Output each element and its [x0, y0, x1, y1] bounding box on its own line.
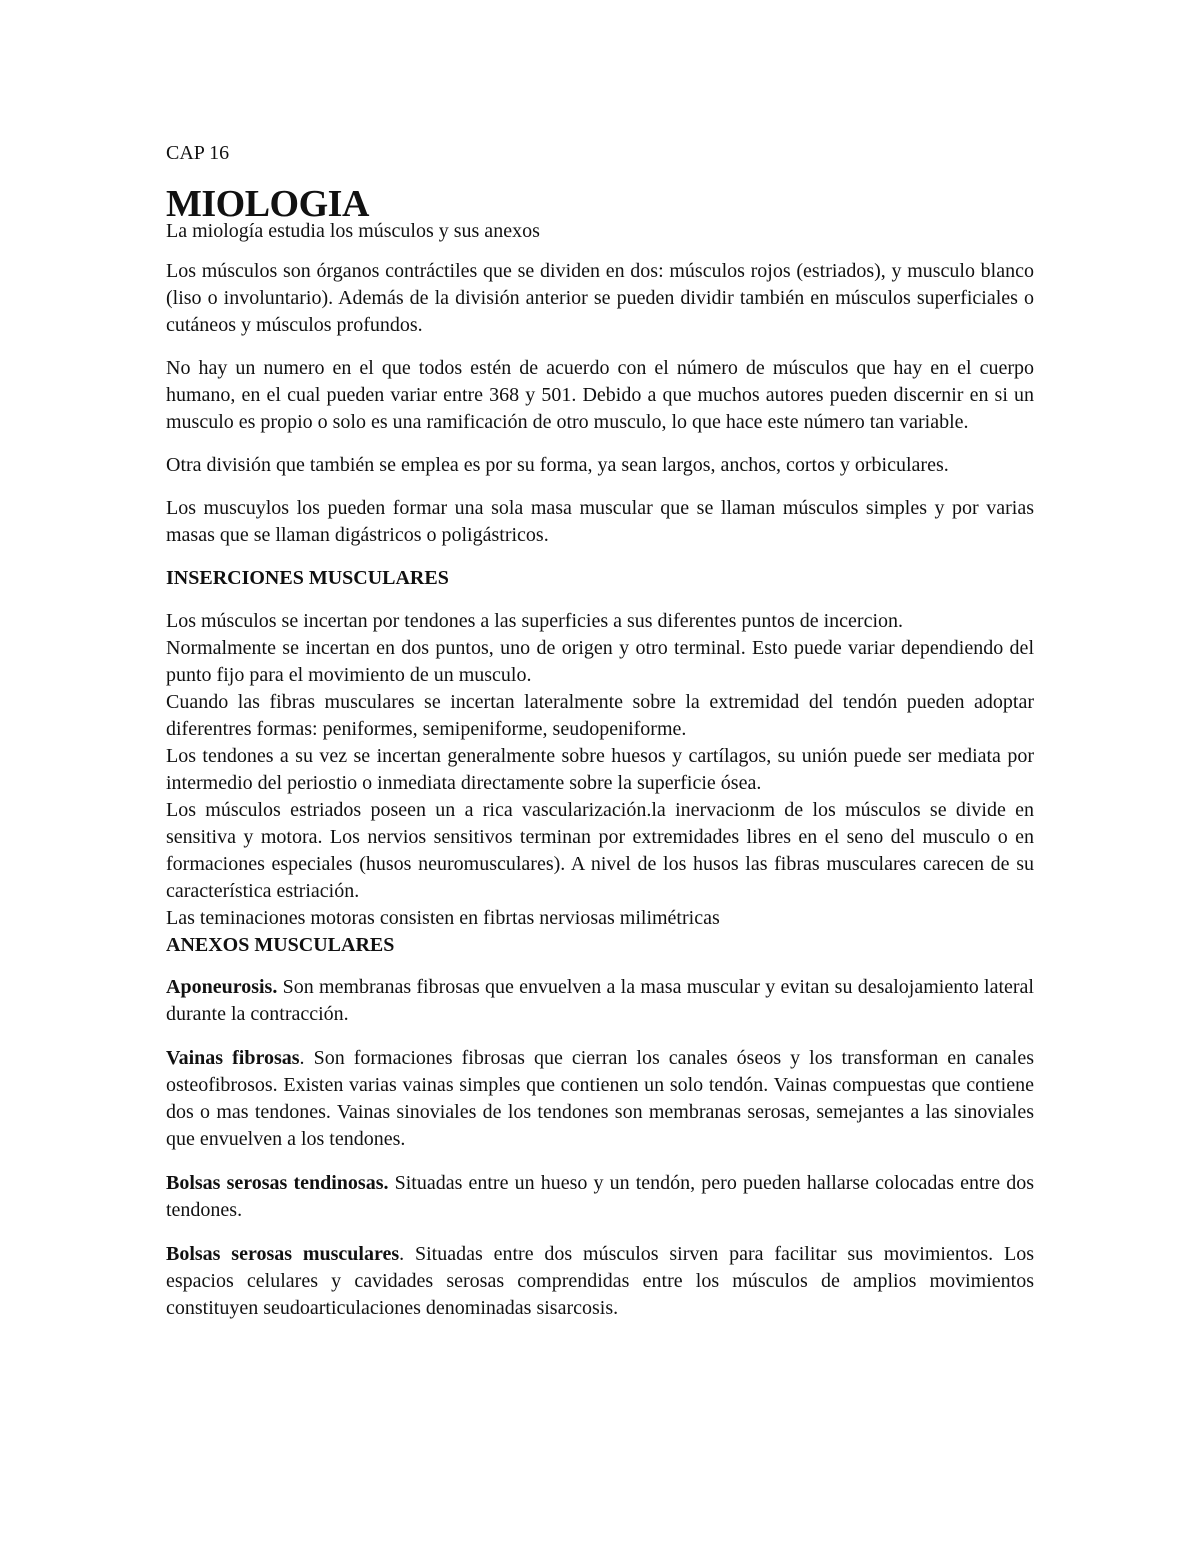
anexo-item-aponeurosis	[166, 974, 1034, 1028]
document-title: MIOLOGIA	[166, 183, 369, 225]
inserciones-paragraph-5: Los músculos estriados poseen un a rica vascularización.la inervacionm de los músculos se divide en sensitiva y motora. Los nervios sensitivos terminan por extremidades libres en el seno del musculo o en formaciones especiales (husos neuromusculares). A nivel de los husos las fibras musculares carecen de su característica estriación.	[166, 799, 1034, 902]
document-page	[166, 128, 1034, 1339]
anexo-text: . Situadas entre dos músculos sirven para facilitar sus movimientos. Los espacios celulares y cavidades serosas comprendidas entre los músculos de amplios movimientos constituyen seudoarticulaciones denominadas sisarcosis.	[166, 1243, 1035, 1319]
intro-paragraph-5: Los muscuylos los pueden formar una sola masa muscular que se llaman músculos simples y por varias masas que se llaman digástricos o poligástricos.	[166, 497, 1034, 546]
intro-paragraph-4: Otra división que también se emplea es por su forma, ya sean largos, anchos, cortos y orbiculares.	[166, 454, 949, 476]
inserciones-paragraph-2: Normalmente se incertan en dos puntos, uno de origen y otro terminal. Esto puede variar dependiendo del punto fijo para el movimiento de un musculo.	[166, 637, 1034, 686]
inserciones-paragraph-4: Los tendones a su vez se incertan generalmente sobre huesos y cartílagos, su unión puede ser mediata por intermedio del periostio o inmediata directamente sobre la superficie ósea.	[166, 745, 1034, 794]
chapter-label: CAP 16	[166, 142, 230, 164]
anexo-item-bolsas-musculares	[166, 1241, 1034, 1322]
anexo-item-bolsas-tendinosas	[166, 1170, 1034, 1224]
anexo-term: Aponeurosis.	[166, 976, 278, 998]
section-heading-inserciones: INSERCIONES MUSCULARES	[166, 567, 449, 589]
intro-paragraph-3: No hay un numero en el que todos estén de acuerdo con el número de músculos que hay en el cuerpo humano, en el cual pueden variar entre 368 y 501. Debido a que muchos autores pueden discernir en si un musculo es propio o solo es una ramificación de otro musculo, lo que hace este número tan variable.	[166, 357, 1034, 433]
inserciones-paragraph-6: Las teminaciones motoras consisten en fibrtas nerviosas milimétricas	[166, 907, 720, 929]
anexos-block	[166, 974, 1034, 1322]
anexo-text: Situadas entre un hueso y un tendón, pero pueden hallarse colocadas entre dos tendones.	[166, 1172, 1035, 1221]
anexo-item-vainas-fibrosas	[166, 1045, 1034, 1153]
anexo-term: Bolsas serosas musculares	[166, 1243, 400, 1265]
inserciones-paragraph-3: Cuando las fibras musculares se incertan lateralmente sobre la extremidad del tendón pueden adoptar diferentres formas: peniformes, semipeniforme, seudopeniforme.	[166, 691, 1034, 740]
anexo-term: Vainas fibrosas	[166, 1047, 300, 1069]
inserciones-block	[166, 608, 1034, 932]
intro-paragraph-2: Los músculos son órganos contráctiles que se dividen en dos: músculos rojos (estriados), y musculo blanco (liso o involuntario). Además de la división anterior se pueden dividir también en músculos superficiales o cutáneos y músculos profundos.	[166, 260, 1034, 336]
intro-paragraph-1: La miología estudia los músculos y sus anexos	[166, 220, 540, 242]
anexo-term: Bolsas serosas tendinosas.	[166, 1172, 389, 1194]
inserciones-paragraph-1: Los músculos se incertan por tendones a las superficies a sus diferentes puntos de incercion.	[166, 610, 904, 632]
section-heading-anexos: ANEXOS MUSCULARES	[166, 934, 395, 956]
anexo-text: Son membranas fibrosas que envuelven a la masa muscular y evitan su desalojamiento lateral durante la contracción.	[166, 976, 1034, 1025]
anexo-text: . Son formaciones fibrosas que cierran los canales óseos y los transforman en canales osteofibrosos. Existen varias vainas simples que contienen un solo tendón. Vainas compuestas que contiene dos o mas tendones. Vainas sinoviales de los tendones son membranas serosas, semejantes a las sinoviales que envuelven a los tendones.	[166, 1047, 1034, 1150]
